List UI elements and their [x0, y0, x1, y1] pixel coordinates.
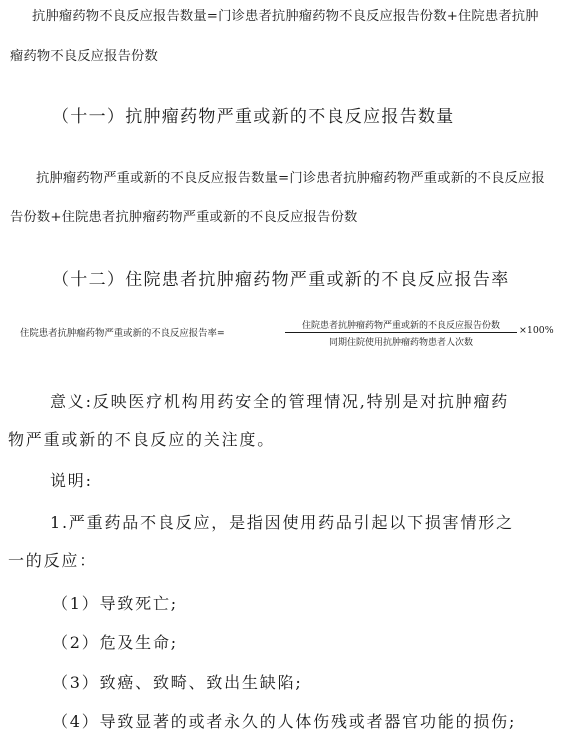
- fraction-bar: [285, 332, 517, 333]
- sub-item-1: （1）导致死亡;: [52, 594, 178, 613]
- text-line-1: 抗肿瘤药物不良反应报告数量=门诊患者抗肿瘤药物不良反应报告份数+住院患者抗肿: [32, 9, 539, 24]
- sub-item-2: （2）危及生命;: [52, 633, 178, 652]
- item-1-line-1: 1.严重药品不良反应，是指因使用药品引起以下损害情形之: [50, 513, 514, 532]
- text-line-3: 抗肿瘤药物严重或新的不良反应报告数量=门诊患者抗肿瘤药物严重或新的不良反应报: [36, 171, 545, 186]
- formula-numerator: 住院患者抗肿瘤药物严重或新的不良反应报告份数: [301, 321, 500, 331]
- sub-item-4: （4）导致显著的或者永久的人体伤残或者器官功能的损伤;: [52, 712, 517, 731]
- formula-lhs: 住院患者抗肿瘤药物严重或新的不良反应报告率=: [20, 328, 225, 339]
- text-line-4: 告份数+住院患者抗肿瘤药物严重或新的不良反应报告份数: [10, 210, 358, 225]
- sub-item-3: （3）致癌、致畸、致出生缺陷;: [52, 673, 303, 692]
- item-1-line-2: 一的反应：: [8, 551, 98, 570]
- meaning-line-2: 物严重或新的不良反应的关注度。: [8, 430, 276, 449]
- meaning-line-1: 意义:反映医疗机构用药安全的管理情况,特别是对抗肿瘤药: [50, 392, 510, 411]
- formula-denominator: 同期住院使用抗肿瘤药物患者人次数: [328, 338, 473, 348]
- section-heading-11: （十一）抗肿瘤药物严重或新的不良反应报告数量: [52, 107, 455, 127]
- section-heading-12: （十二）住院患者抗肿瘤药物严重或新的不良反应报告率: [52, 270, 510, 290]
- text-line-2: 瘤药物不良反应报告份数: [10, 49, 158, 64]
- formula-multiplier: ×100%: [519, 325, 554, 336]
- note-label: 说明:: [50, 471, 93, 490]
